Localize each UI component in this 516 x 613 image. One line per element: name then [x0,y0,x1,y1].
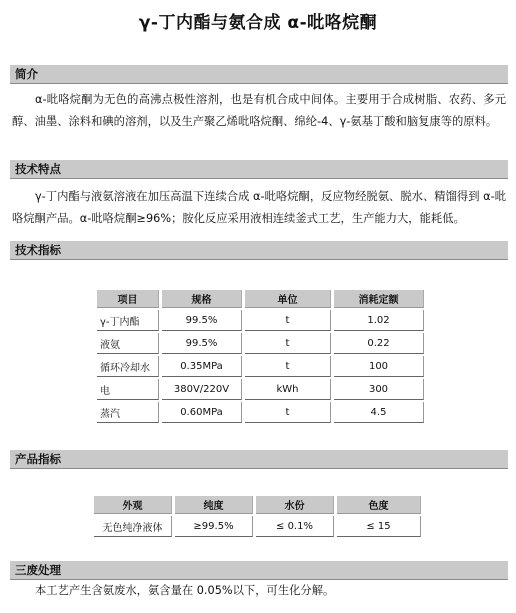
column-header: 消耗定额 [334,290,424,308]
table-row [97,402,424,423]
table-cell: 0.35MPa [162,356,242,377]
table-cell: 4.5 [334,402,424,423]
table-cell: t [245,356,331,377]
table-cell: t [245,310,331,331]
table-cell: 380V/220V [162,379,242,400]
table-row [97,333,424,354]
table-cell: 100 [334,356,424,377]
page-title: γ-丁内酯与氨合成 α-吡咯烷酮 [138,13,378,33]
table-cell: 循环冷却水 [97,356,159,377]
table-row [94,516,421,537]
column-header: 单位 [245,290,331,308]
product-specs-table [91,494,424,539]
table-cell: 1.02 [334,310,424,331]
column-header: 纯度 [175,496,253,514]
table-cell: 0.60MPa [162,402,242,423]
table-cell: 无色纯净液体 [94,516,172,537]
table-cell: ≤ 15 [337,516,421,537]
table-header-row [97,290,424,308]
table-cell: t [245,402,331,423]
column-header: 水份 [256,496,334,514]
table-cell: ≥99.5% [175,516,253,537]
section-header-intro: 简介 [10,65,508,84]
table-row [97,379,424,400]
section-header-product-specs: 产品指标 [10,450,508,469]
table-row [97,356,424,377]
intro-paragraph: α-吡咯烷酮为无色的高沸点极性溶剂，也是有机合成中间体。主要用于合成树脂、农药、多元醇、油墨、涂料和碘的溶剂，以及生产聚乙烯吡咯烷酮、绵纶-4、γ-氨基丁酸和脑复康等的原料。 [12,93,506,128]
table-cell: ≤ 0.1% [256,516,334,537]
table-cell: 液氨 [97,333,159,354]
waste-paragraph: 本工艺产生含氨废水，氨含量在 0.05%以下，可生化分解。 [35,584,335,597]
table-cell: 99.5% [162,333,242,354]
section-header-waste: 三废处理 [10,561,508,580]
table-cell: 蒸汽 [97,402,159,423]
table-header-row [94,496,421,514]
table-row [97,310,424,331]
table-cell: t [245,333,331,354]
table-cell: kWh [245,379,331,400]
table-cell: γ-丁内酯 [97,310,159,331]
table-cell: 0.22 [334,333,424,354]
features-paragraph: γ-丁内酯与液氨溶液在加压高温下连续合成 α-吡咯烷酮，反应物经脱氨、脱水、精馏得到 α-吡咯烷酮产品。α-吡咯烷酮≥96%；胺化反应采用液相连续釜式工艺，生产能力大，能耗低。 [12,190,506,225]
section-header-features: 技术特点 [10,160,508,179]
table-cell: 99.5% [162,310,242,331]
tech-specs-table [94,288,427,425]
column-header: 规格 [162,290,242,308]
column-header: 项目 [97,290,159,308]
column-header: 外观 [94,496,172,514]
column-header: 色度 [337,496,421,514]
table-cell: 电 [97,379,159,400]
table-cell: 300 [334,379,424,400]
section-header-tech-specs: 技术指标 [10,241,508,260]
